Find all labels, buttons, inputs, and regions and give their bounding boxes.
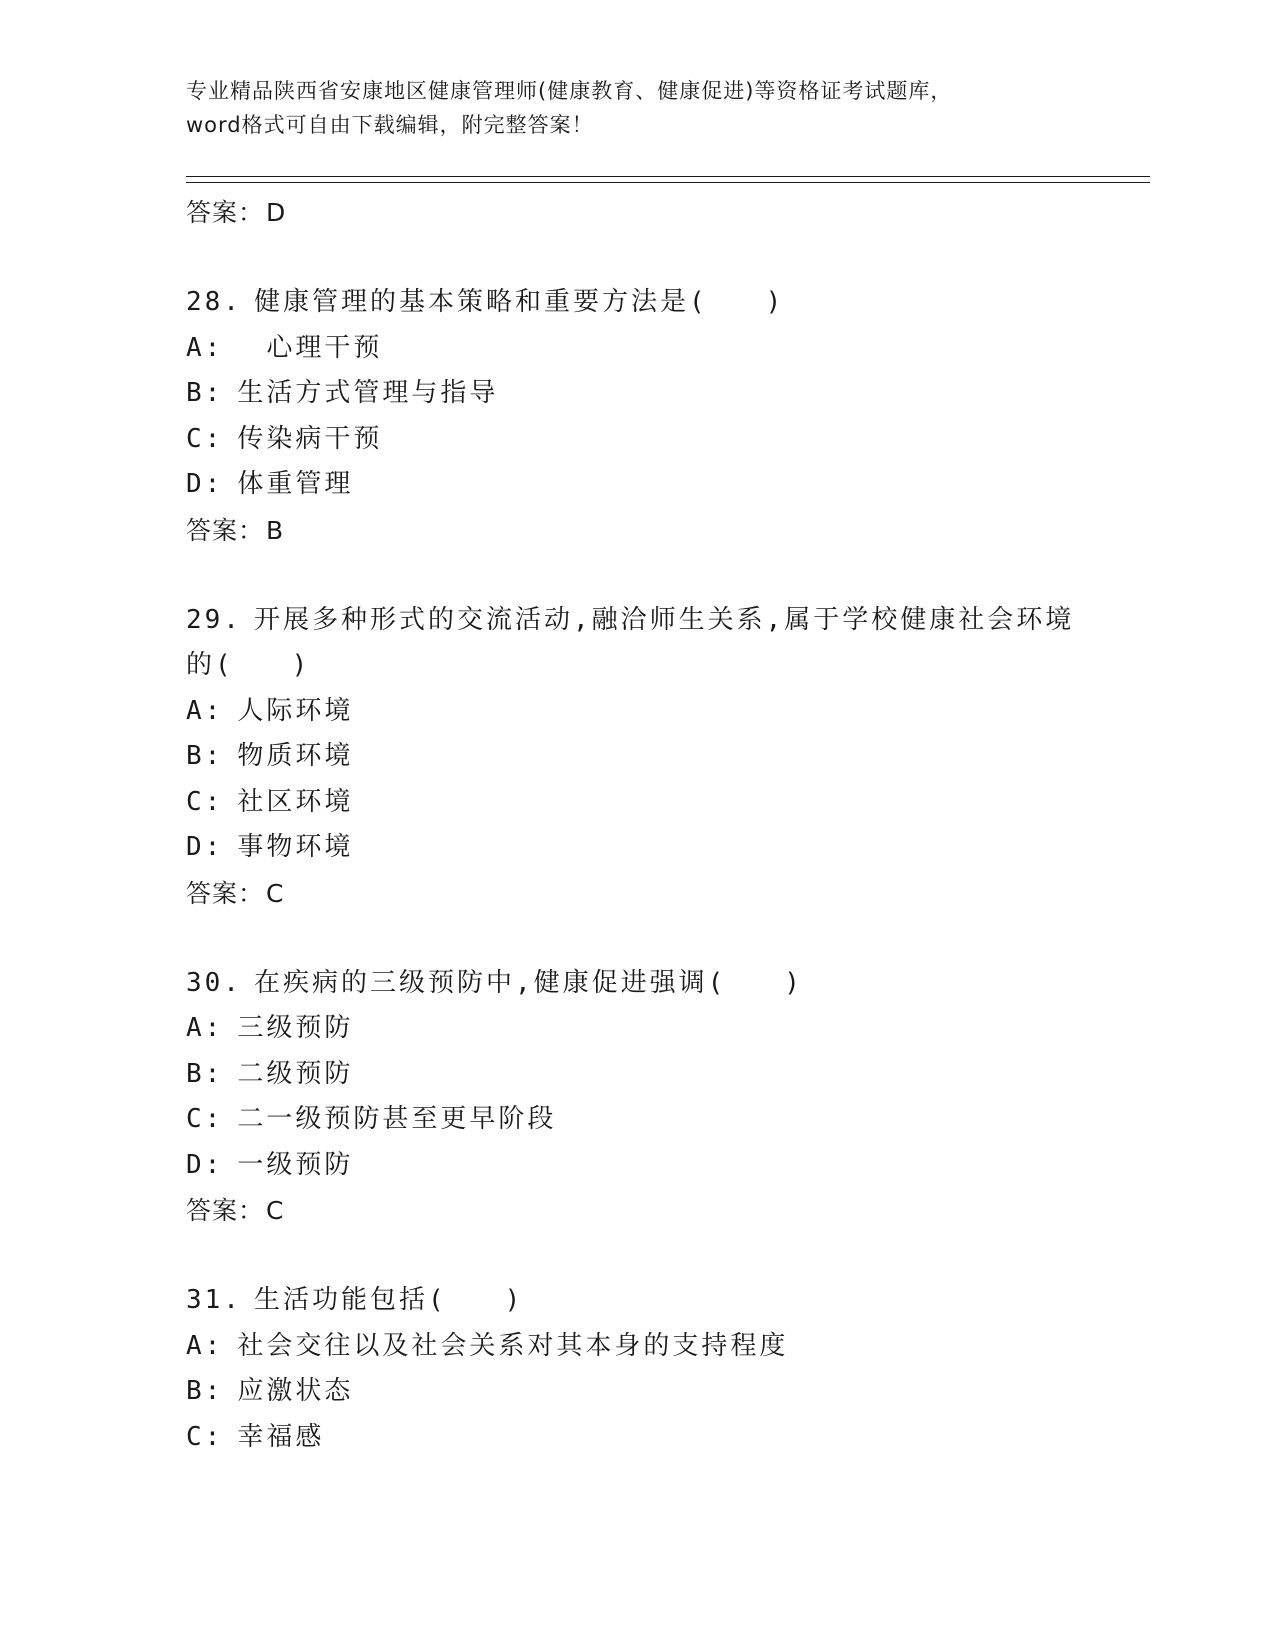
- spacer: [186, 554, 1086, 598]
- question-number: 30.: [186, 967, 242, 998]
- option-text: 应激状态: [237, 1376, 354, 1406]
- option-text: 社区环境: [237, 786, 354, 817]
- option-text: 人际环境: [237, 695, 354, 726]
- answer-prefix: 答案：: [186, 1196, 265, 1225]
- question-text: 健康管理的基本策略和重要方法是( ): [253, 287, 785, 317]
- spacer: [186, 1234, 1086, 1278]
- option-text: 事物环境: [237, 832, 354, 862]
- spacer: [186, 236, 1086, 280]
- question-list: [186, 190, 1086, 1460]
- option-label: A:: [186, 695, 224, 726]
- question-block: [186, 280, 1086, 598]
- answer-line: [186, 508, 1086, 554]
- spacer: [186, 917, 1086, 961]
- answer-value: B: [266, 515, 285, 545]
- option-label: A:: [186, 1013, 224, 1043]
- option-label: A:: [186, 1330, 224, 1361]
- question-block: [186, 961, 1086, 1279]
- option-label: D:: [186, 1149, 224, 1180]
- question-text: 的( ): [186, 650, 311, 680]
- header-line-1: 专业精品陕西省安康地区健康管理师(健康教育、健康促进)等资格证考试题库，: [186, 79, 953, 103]
- option-label: B:: [186, 1058, 224, 1089]
- option-text: 生活方式管理与指导: [237, 378, 499, 408]
- answer-line: [186, 1188, 1086, 1234]
- option-label: A:: [186, 332, 224, 363]
- option-line: [186, 1143, 1086, 1189]
- option-text: 传染病干预: [237, 423, 383, 454]
- option-text: 心理干预: [237, 332, 383, 363]
- question-text: 在疾病的三级预防中,健康促进强调( ): [253, 967, 803, 998]
- question-text-line: [186, 643, 1086, 689]
- option-line: [186, 462, 1086, 508]
- option-label: B:: [186, 741, 224, 771]
- question-number: 28.: [186, 287, 242, 317]
- option-label: C:: [186, 1421, 224, 1452]
- option-line: [186, 1415, 1086, 1461]
- option-line: [186, 1369, 1086, 1415]
- option-label: C:: [186, 786, 224, 817]
- header-divider-top: [186, 176, 1150, 177]
- option-text: 体重管理: [237, 469, 354, 499]
- option-text: 幸福感: [237, 1421, 325, 1452]
- question-block: [186, 598, 1086, 961]
- answer-prefix: 答案：: [186, 198, 265, 227]
- option-text: 二级预防: [237, 1058, 354, 1089]
- question-text-line: [186, 598, 1086, 644]
- option-line: [186, 825, 1086, 871]
- question-text: 开展多种形式的交流活动,融洽师生关系,属于学校健康社会环境: [253, 604, 1075, 635]
- option-line: [186, 1006, 1086, 1052]
- option-line: [186, 689, 1086, 735]
- question-text-line: [186, 961, 1086, 1007]
- option-label: B:: [186, 1376, 224, 1406]
- answer-value: C: [266, 878, 285, 908]
- answer-line: [186, 871, 1086, 917]
- header-line-2: word格式可自由下载编辑，附完整答案！: [186, 113, 594, 137]
- option-line: [186, 1097, 1086, 1143]
- option-label: C:: [186, 423, 224, 454]
- questions-container: [186, 280, 1086, 1460]
- option-label: C:: [186, 1104, 224, 1134]
- option-line: [186, 371, 1086, 417]
- option-label: B:: [186, 378, 224, 408]
- option-label: D:: [186, 469, 224, 499]
- option-label: D:: [186, 832, 224, 862]
- answer-prefix: 答案：: [186, 515, 265, 545]
- question-number: 31.: [186, 1285, 242, 1315]
- option-line: [186, 734, 1086, 780]
- option-text: 二一级预防甚至更早阶段: [237, 1104, 557, 1134]
- question-text-line: [186, 280, 1086, 326]
- question-text: 生活功能包括( ): [253, 1285, 524, 1315]
- option-line: [186, 1052, 1086, 1098]
- answer-value: D: [266, 198, 287, 227]
- option-text: 一级预防: [237, 1149, 354, 1180]
- header-divider-bottom: [186, 182, 1150, 183]
- question-text-line: [186, 1278, 1086, 1324]
- option-text: 物质环境: [237, 741, 354, 771]
- answer-value: C: [266, 1196, 285, 1225]
- option-text: 社会交往以及社会关系对其本身的支持程度: [237, 1330, 789, 1361]
- answer-line: [186, 190, 1086, 236]
- option-line: [186, 326, 1086, 372]
- option-line: [186, 780, 1086, 826]
- question-block: [186, 1278, 1086, 1460]
- option-line: [186, 1324, 1086, 1370]
- document-header: [186, 74, 1086, 142]
- answer-prefix: 答案：: [186, 878, 265, 908]
- option-text: 三级预防: [237, 1013, 354, 1043]
- question-number: 29.: [186, 604, 242, 635]
- option-line: [186, 417, 1086, 463]
